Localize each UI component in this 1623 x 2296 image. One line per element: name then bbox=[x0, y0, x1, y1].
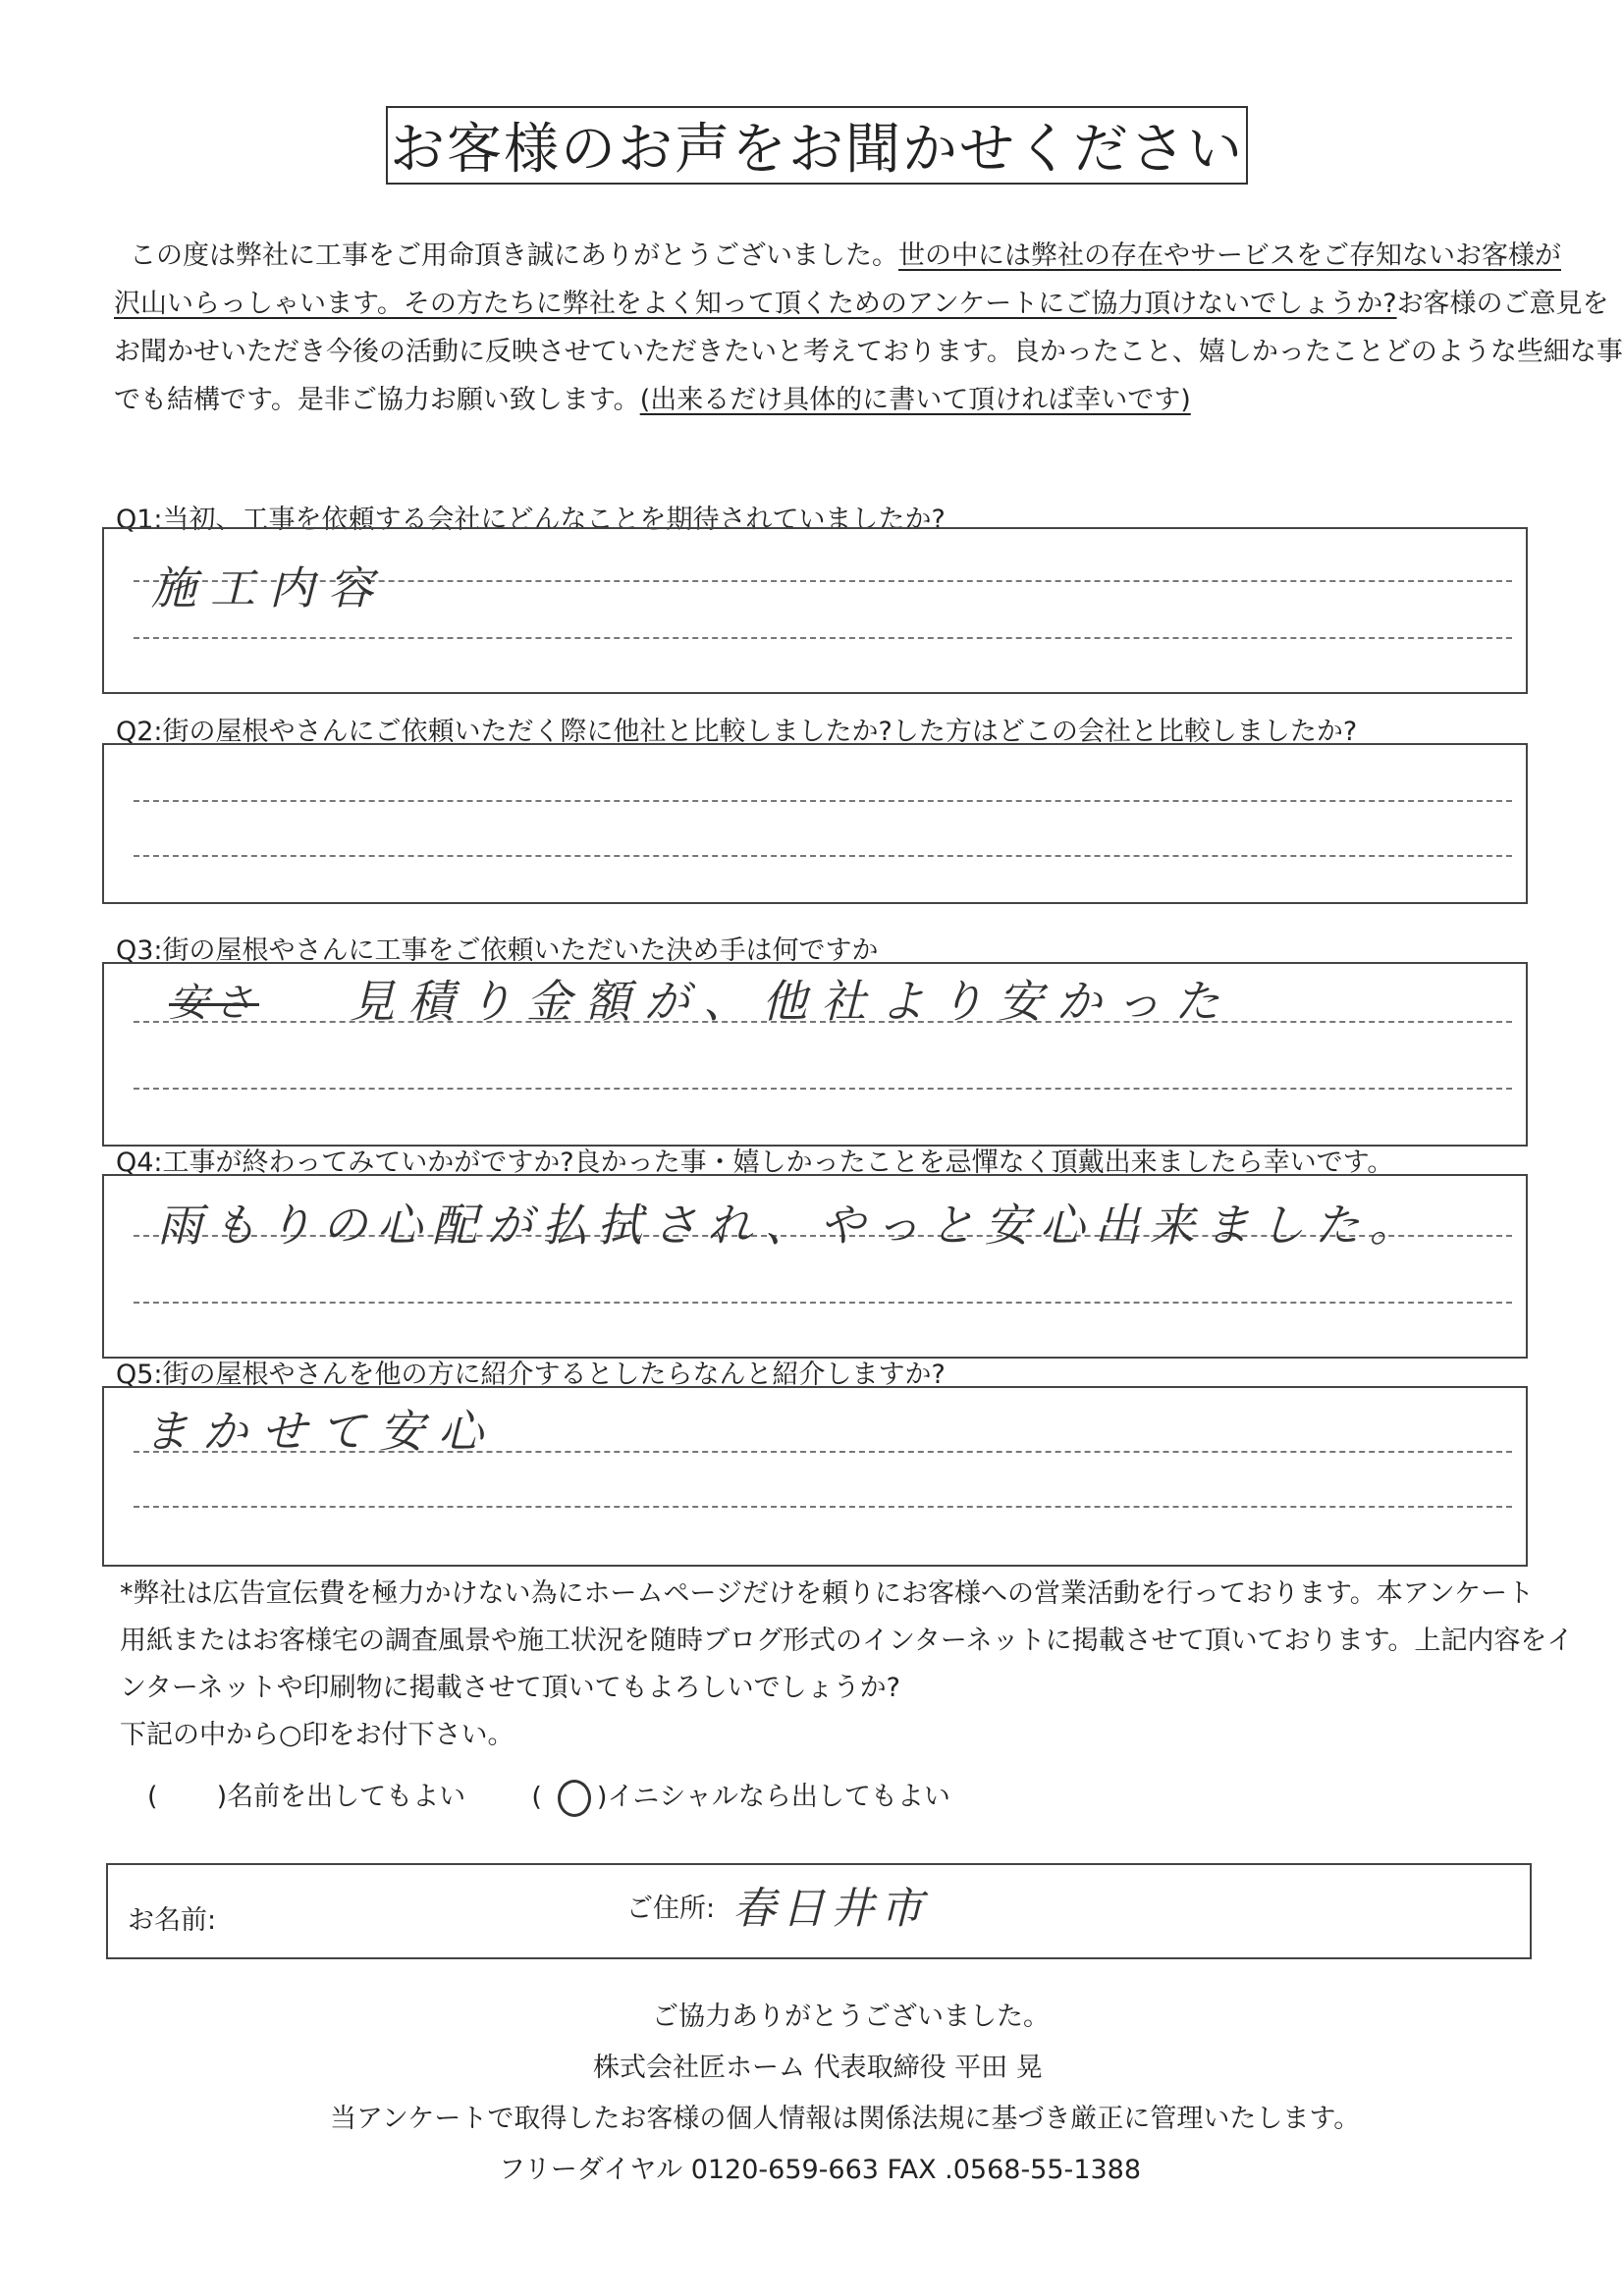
footer-thanks: ご協力ありがとうございました。 bbox=[652, 2002, 1050, 2032]
name-address-box bbox=[106, 1863, 1532, 1959]
answer-line bbox=[134, 1506, 1512, 1508]
answer-line bbox=[134, 800, 1512, 802]
intro-line-4: でも結構です。是非ご協力お願い致します。(出来るだけ具体的に書いて頂ければ幸いです) bbox=[114, 385, 1191, 415]
q3-answer-text: 見積り金額が、他社より安かった bbox=[350, 975, 1233, 1028]
answer-line bbox=[134, 855, 1512, 857]
address-value[interactable]: 春日井市 bbox=[732, 1884, 929, 1934]
note-line-3: ンターネットや印刷物に掲載させて頂いてもよろしいでしょうか? bbox=[120, 1673, 900, 1703]
option1-checkbox[interactable]: ( ) bbox=[147, 1782, 228, 1812]
intro-line-2: 沢山いらっしゃいます。その方たちに弊社をよく知って頂くためのアンケートにご協力頂けないでしょうか?お客様のご意見を bbox=[114, 289, 1609, 319]
consent-choices bbox=[147, 1775, 950, 1817]
q3-label: Q3:街の屋根やさんに工事をご依頼いただいた決め手は何ですか bbox=[116, 935, 879, 966]
q1-answer-box[interactable] bbox=[102, 527, 1528, 694]
footer-company: 株式会社匠ホーム 代表取締役 平田 晃 bbox=[593, 2053, 1043, 2083]
name-label: お名前: bbox=[128, 1905, 217, 1936]
q1-answer-text: 施工内容 bbox=[151, 561, 387, 614]
answer-line bbox=[134, 1088, 1512, 1090]
q2-answer-box[interactable] bbox=[102, 743, 1528, 904]
address-label: ご住所: bbox=[626, 1894, 716, 1924]
q2-label: Q2:街の屋根やさんにご依頼いただく際に他社と比較しましたか?した方はどこの会社と比較しましたか? bbox=[116, 717, 1358, 747]
name-input[interactable] bbox=[245, 1885, 677, 1940]
note-line-1: *弊社は広告宣伝費を極力かけない為にホームページだけを頼りにお客様への営業活動を行っております。本アンケート bbox=[120, 1578, 1535, 1609]
note-line-2: 用紙またはお客様宅の調査風景や施工状況を随時ブログ形式のインターネットに掲載させて頂いております。上記内容をイ bbox=[120, 1626, 1574, 1656]
q1-label: Q1:当初、工事を依頼する会社にどんなことを期待されていましたか? bbox=[116, 505, 946, 535]
answer-line bbox=[134, 637, 1512, 639]
intro-paragraph bbox=[114, 232, 1623, 424]
option2-label: イニシャルなら出してもよい bbox=[607, 1782, 950, 1812]
footer-privacy: 当アンケートで取得したお客様の個人情報は関係法規に基づき厳正に管理いたします。 bbox=[330, 2104, 1361, 2134]
option1-label: 名前を出してもよい bbox=[227, 1782, 466, 1812]
q5-label: Q5:街の屋根やさんを他の方に紹介するとしたらなんと紹介しますか? bbox=[116, 1360, 946, 1390]
intro-line-1: この度は弊社に工事をご用命頂き誠にありがとうございました。世の中には弊社の存在やサービスをご存知ないお客様が bbox=[130, 240, 1561, 271]
q5-answer-box[interactable] bbox=[102, 1386, 1528, 1567]
q3-answer-box[interactable] bbox=[102, 962, 1528, 1147]
publication-note bbox=[120, 1571, 1574, 1759]
q3-struck-text: 安さ bbox=[169, 981, 259, 1026]
q5-answer-text: まかせて安心 bbox=[143, 1405, 497, 1458]
q4-answer-box[interactable] bbox=[102, 1174, 1528, 1359]
option2-checkbox[interactable]: ( ) bbox=[531, 1780, 607, 1817]
answer-line bbox=[134, 1302, 1512, 1304]
q4-answer-text: 雨もりの心配が払拭され、やっと安心出来ました。 bbox=[157, 1199, 1425, 1252]
intro-line-3: お聞かせいただき今後の活動に反映させていただきたいと考えております。良かったこと、嬉しかったことどのような些細な事 bbox=[114, 337, 1623, 367]
page-title: お客様のお声をお聞かせください bbox=[386, 106, 1248, 185]
circle-mark-icon bbox=[558, 1780, 591, 1817]
q4-label: Q4:工事が終わってみていかがですか?良かった事・嬉しかったことを忌憚なく頂戴出来ましたら幸いです。 bbox=[116, 1148, 1394, 1178]
footer-contact: フリーダイヤル 0120-659-663 FAX .0568-55-1388 bbox=[499, 2155, 1141, 2185]
note-line-4: 下記の中から○印をお付下さい。 bbox=[120, 1720, 514, 1750]
